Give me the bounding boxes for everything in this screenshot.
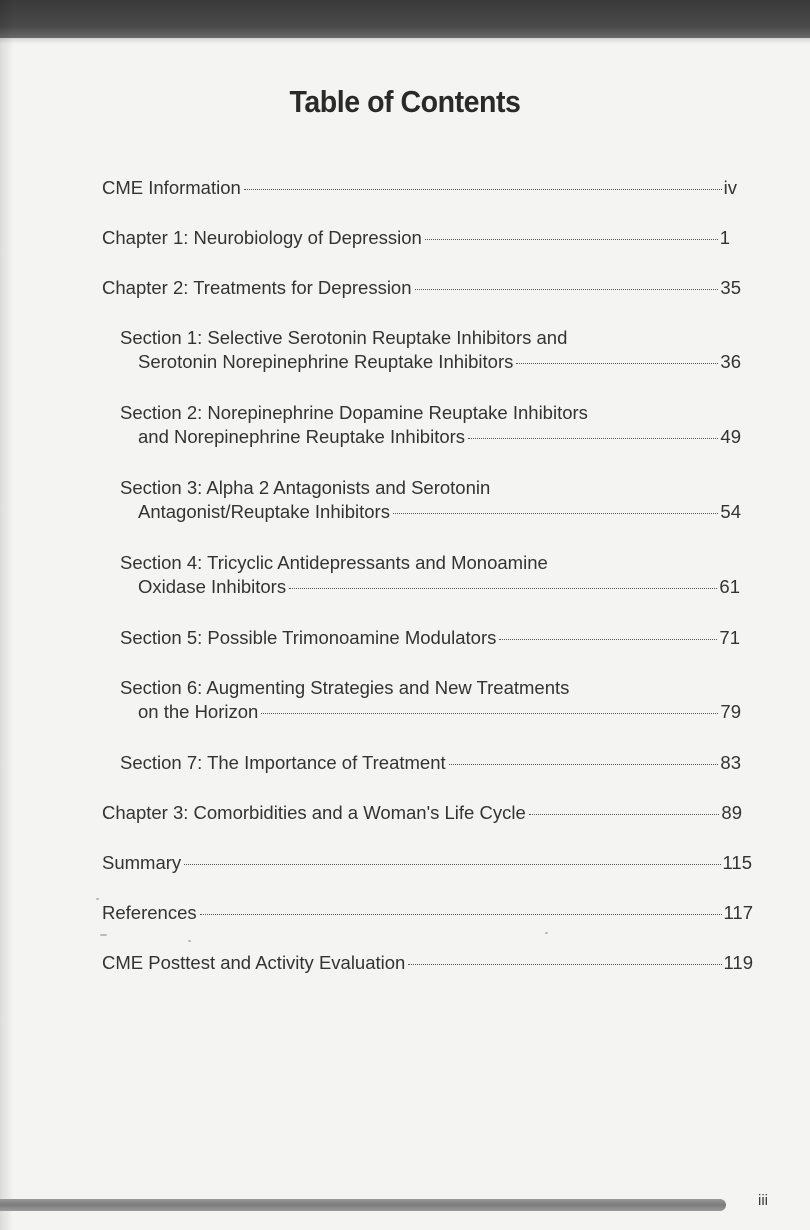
toc-entry-cme-information[interactable] (102, 177, 737, 201)
toc-entry-title: Oxidase Inhibitors (138, 576, 287, 597)
toc-entry-title: CME Posttest and Activity Evaluation (102, 952, 406, 973)
dot-leader (516, 363, 718, 364)
toc-entry-section-7[interactable] (120, 752, 741, 776)
dot-leader (289, 588, 717, 589)
toc-entry-title: CME Information (102, 177, 241, 198)
toc-page-number: 115 (722, 852, 752, 873)
toc-entry-title: Chapter 2: Treatments for Depression (102, 277, 412, 298)
toc-entry-section-1[interactable] (120, 327, 741, 375)
toc-entry-cme-posttest[interactable] (102, 952, 753, 976)
toc-entry-chapter-2[interactable] (102, 277, 741, 301)
page-number-folio: iii (758, 1192, 768, 1209)
toc-entry-section-6[interactable] (120, 677, 741, 725)
toc-page-number: 89 (721, 802, 742, 823)
toc-entry-section-3[interactable] (120, 477, 741, 525)
toc-page-number: 54 (720, 501, 741, 522)
toc-entry-chapter-1[interactable] (102, 227, 730, 251)
dot-leader (408, 964, 721, 965)
toc-page-number: 119 (723, 952, 753, 973)
toc-entry-title: Chapter 1: Neurobiology of Depression (102, 227, 422, 248)
dot-leader (499, 639, 717, 640)
scan-speck (96, 898, 99, 900)
dot-leader (415, 289, 719, 290)
dot-leader (529, 814, 720, 815)
dot-leader (468, 438, 718, 439)
toc-entry-title: Section 5: Possible Trimonoamine Modulators (120, 627, 497, 648)
dot-leader (425, 239, 718, 240)
scan-speck (545, 932, 548, 934)
toc-entry-references[interactable] (102, 902, 753, 926)
toc-entry-summary[interactable] (102, 852, 752, 876)
toc-page-number: 83 (720, 752, 741, 773)
dot-leader (244, 189, 722, 190)
toc-entry-chapter-3[interactable] (102, 802, 742, 826)
dot-leader (200, 914, 722, 915)
toc-entry-title-line1: Section 1: Selective Serotonin Reuptake Inhibitors and (120, 327, 568, 348)
toc-page-number: 49 (720, 426, 741, 447)
toc-page-number: 117 (723, 902, 753, 923)
dot-leader (261, 713, 718, 714)
scan-speck (188, 940, 191, 942)
dot-leader (184, 864, 720, 865)
toc-entry-title-line1: Section 2: Norepinephrine Dopamine Reuptake Inhibitors (120, 402, 588, 423)
toc-entry-title: Summary (102, 852, 182, 873)
toc-entry-title: Chapter 3: Comorbidities and a Woman's Life Cycle (102, 802, 526, 823)
dot-leader (393, 513, 718, 514)
scan-speck (100, 934, 107, 936)
toc-entry-title: Section 7: The Importance of Treatment (120, 752, 446, 773)
toc-entry-title-line1: Section 6: Augmenting Strategies and New Treatments (120, 677, 570, 698)
dot-leader (449, 764, 719, 765)
toc-entry-title: References (102, 902, 197, 923)
toc-entry-section-5[interactable] (120, 627, 740, 651)
toc-entry-title-line1: Section 3: Alpha 2 Antagonists and Serotonin (120, 477, 491, 498)
toc-entry-section-2[interactable] (120, 402, 741, 450)
toc-entry-title: and Norepinephrine Reuptake Inhibitors (138, 426, 466, 447)
toc-page-number: 1 (719, 227, 730, 248)
toc-page-number: 36 (720, 351, 741, 372)
toc-entry-title: Serotonin Norepinephrine Reuptake Inhibitors (138, 351, 514, 372)
toc-page-number: 61 (719, 576, 740, 597)
toc-page-number: 71 (719, 627, 740, 648)
toc-entry-title-line1: Section 4: Tricyclic Antidepressants and Monoamine (120, 552, 548, 573)
toc-entry-section-4[interactable] (120, 552, 740, 600)
page-title: Table of Contents (289, 84, 521, 119)
toc-page-number: 35 (720, 277, 741, 298)
bottom-edge-bar (0, 1199, 726, 1211)
toc-page-number: 79 (720, 701, 741, 722)
toc-page-number: iv (723, 177, 737, 198)
toc-entry-title: on the Horizon (138, 701, 259, 722)
toc-entry-title: Antagonist/Reuptake Inhibitors (138, 501, 390, 522)
